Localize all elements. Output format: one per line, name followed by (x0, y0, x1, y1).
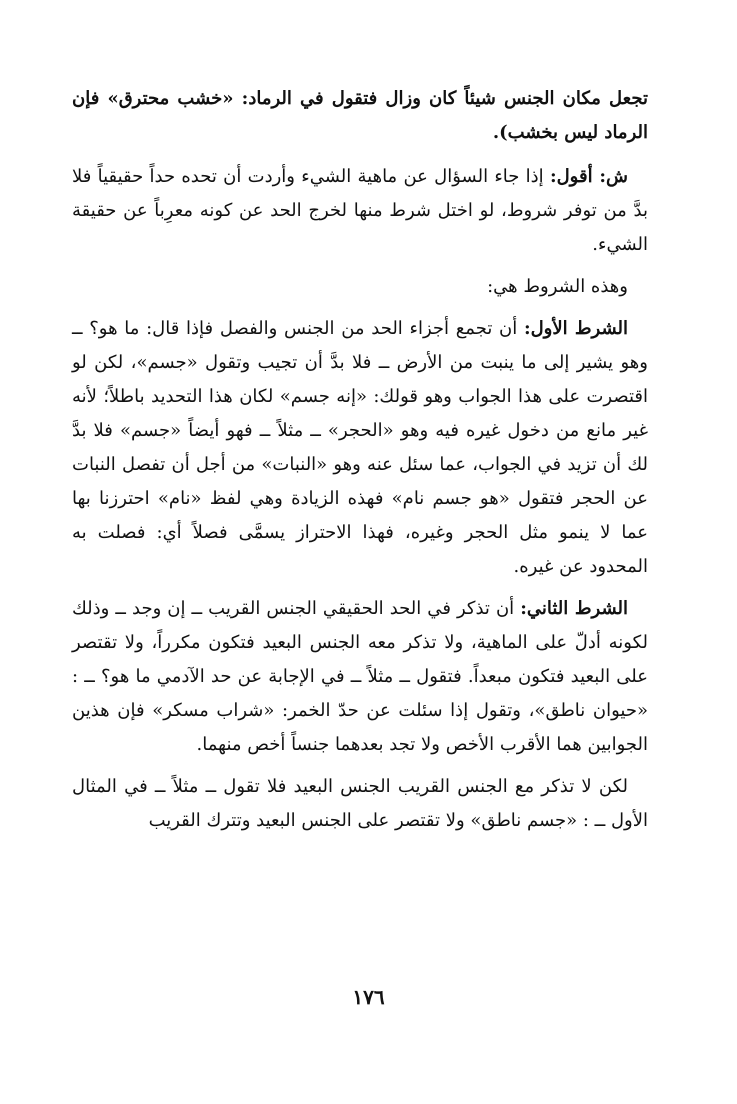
paragraph-conditions-intro (72, 270, 648, 304)
paragraph-first-condition (72, 312, 648, 584)
paragraph-text: تجعل مكان الجنس شيئاً كان وزال فتقول في الرماد: «خشب محترق» فإن الرماد ليس بخشب). (72, 88, 648, 143)
page-number: ١٧٦ (352, 985, 385, 1009)
page-body (72, 82, 648, 838)
paragraph-text: لكن لا تذكر مع الجنس القريب الجنس البعيد فلا تقول ــ مثلاً ــ في المثال الأول ــ : «جسم ناطق» ولا تقتصر على الجنس البعيد وتترك القريب (72, 776, 648, 831)
paragraph-lead: ش: أقول: (549, 166, 628, 187)
paragraph-text: إذا جاء السؤال عن ماهية الشيء وأردت أن تحده حداً حقيقياً فلا بدَّ من توفر شروط، لو اختل شرط منها لخرج الحد عن كونه معرِباً عن حقيقة الشيء. (72, 166, 648, 255)
paragraph-lead: الشرط الأول: (523, 318, 628, 339)
paragraph-text: أن تذكر في الحد الحقيقي الجنس القريب ــ إن وجد ــ وذلك لكونه أدلّ على الماهية، ولا تذكر معه الجنس البعيد فتكون مكرراً، ولا تقتصر على البعيد فتكون مبعداً. فتقول ــ مثلاً ــ في الإجابة عن حد الآدمي ما هو؟ ــ : «حيوان ناطق»، وتقول إذا سئلت عن حدّ الخمر: «شراب مسكر» فإن هذين الجوابين هما الأقرب الأخص ولا تجد بعدهما جنساً أخص منهما. (72, 598, 648, 755)
paragraph-text: أن تجمع أجزاء الحد من الجنس والفصل فإذا قال: ما هو؟ ــ وهو يشير إلى ما ينبت من الأرض ــ فلا بدَّ أن تجيب وتقول «جسم»، لكن لو اقتصرت على هذا الجواب وهو قولك: «إنه جسم» لكان هذا التحديد باطلاً؛ لأنه غير مانع من دخول غيره فيه وهو «الحجر» ــ مثلاً ــ فهو أيضاً «جسم» فلا بدَّ لك أن تزيد في الجواب، عما سئل عنه وهو «النبات» من أجل أن تفصل النبات عن الحجر فتقول «هو جسم نام» فهذه الزيادة وهي لفظ «نام» احترزنا بها عما لا ينمو مثل الحجر وغيره، فهذا الاحتراز يسمَّى فصلاً أي: فصلت به المحدود عن غيره. (72, 318, 648, 577)
paragraph-lead: الشرط الثاني: (520, 598, 629, 619)
paragraph-continuation (72, 82, 648, 150)
paragraph-text: وهذه الشروط هي: (487, 276, 628, 297)
paragraph-remote-genus (72, 770, 648, 838)
paragraph-answer (72, 160, 648, 262)
paragraph-second-condition (72, 592, 648, 762)
